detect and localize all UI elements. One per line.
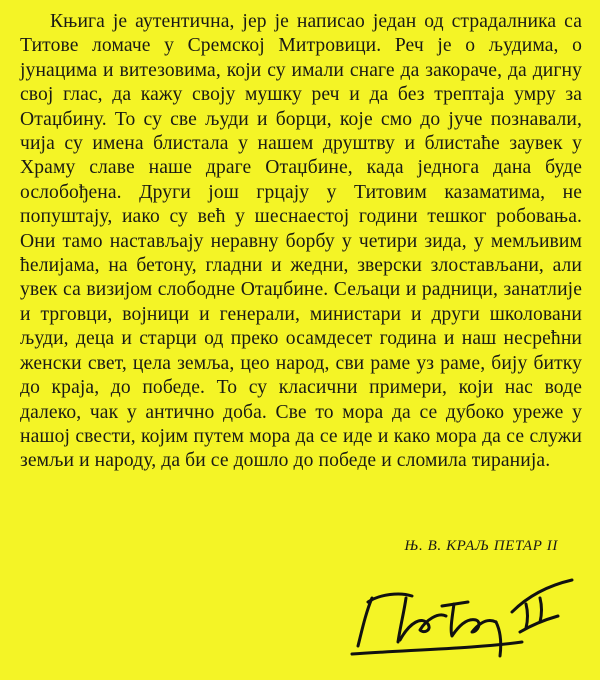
handwritten-signature xyxy=(350,572,580,662)
attribution: Њ. В. КРАЉ ПЕТАР II xyxy=(404,538,558,554)
body-paragraph: Књига је аутентична, јер је написао један од страдалника са Титове ломаче у Сремској Митровици. Реч је о људима, о јунацима и витезовима, који су имали снаге да закораче, да дигну свој глас, да кажу своју мушку реч и да без трептаја умру за Отаџбину. То су све људи и борци, које смо до јуче познавали, чија су имена блистала у нашем друштву и блистаће заувек у Храму славе наше драге Отаџбине, када једнога дана буде ослобођена. Други још грцају у Титовим казаматима, не попуштају, иако су већ у шеснаестој години тешког робовања. Они тамо настављају неравну борбу у четири зида, у мемљивим ћелијама, на бетону, гладни и жедни, зверски злостављани, али увек са визијом слободне Отаџбине. Сељаци и радници, занатлије и трговци, војници и генерали, министари и други школовани људи, деца и старци од преко осамдесет година и наш несрећни женски свет, цела земља, цео народ, сви раме уз раме, бију битку до краја, до победе. То су класични примери, који нас воде далеко, чак у антично доба. Све то мора да се дубоко уреже у нашој свести, којим путем мора да се иде и како мора да се служи земљи и народу, да би се дошло до победе и сломила тиранија. xyxy=(20,11,582,472)
